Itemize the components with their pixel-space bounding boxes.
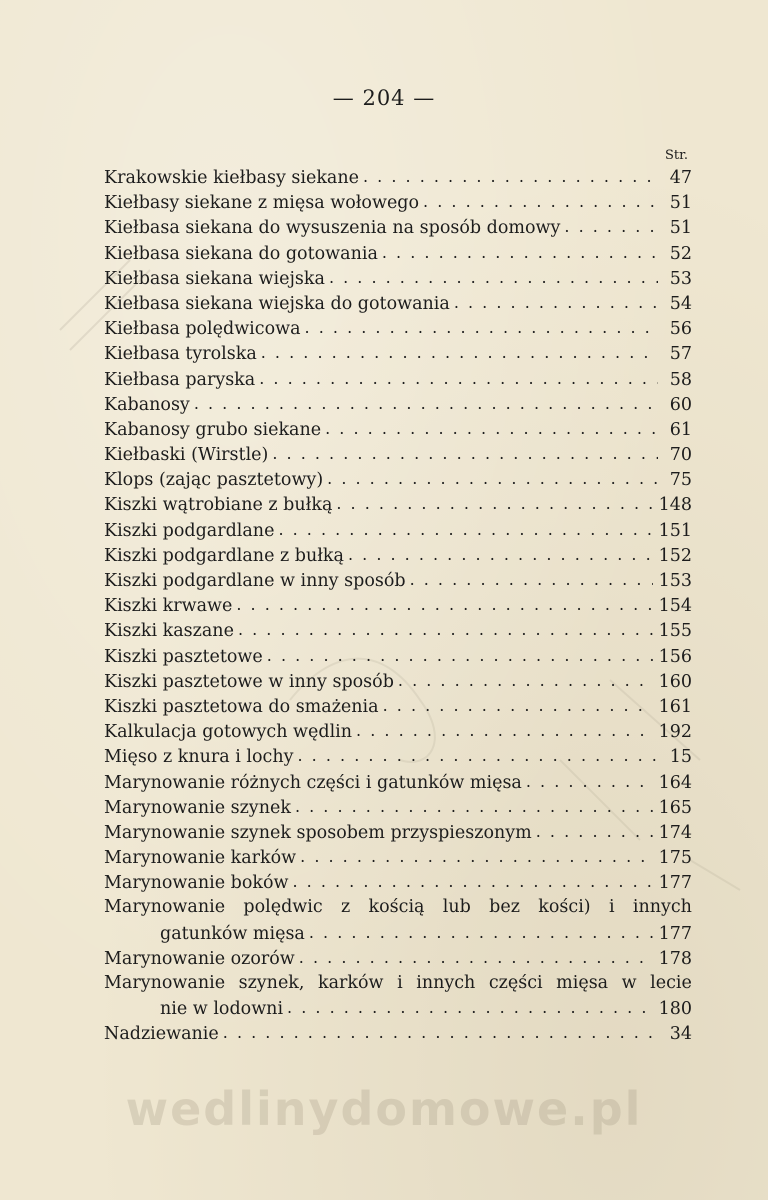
toc-entry bbox=[104, 795, 692, 820]
toc-word: innych bbox=[416, 973, 476, 993]
toc-word: kości) bbox=[538, 897, 591, 918]
toc-entry-title: Kiszki pasztetowa do smażenia bbox=[104, 696, 379, 717]
toc-entry bbox=[104, 341, 692, 366]
toc-entry bbox=[104, 291, 692, 316]
toc-leader-dots bbox=[298, 743, 659, 768]
toc-leader-dots bbox=[363, 164, 658, 189]
toc-leader-dots bbox=[382, 240, 658, 265]
toc-word: lecie bbox=[650, 973, 692, 993]
toc-leader-dots bbox=[325, 416, 658, 441]
toc-word: szynek, bbox=[238, 973, 305, 993]
toc-leader-dots bbox=[259, 366, 658, 391]
toc-entry-title: Kiełbasa paryska bbox=[104, 369, 256, 390]
toc-entry-page: 174 bbox=[658, 822, 692, 843]
toc-entry-page: 51 bbox=[669, 193, 692, 214]
toc-entry-title: Kiszki krwawe bbox=[104, 596, 233, 617]
toc-entry bbox=[104, 870, 692, 895]
toc-leader-dots bbox=[564, 214, 658, 239]
toc-entry-page: 192 bbox=[658, 722, 692, 743]
toc-word: i bbox=[397, 973, 403, 993]
toc-entry bbox=[104, 593, 692, 618]
toc-leader-dots bbox=[348, 542, 653, 567]
toc-leader-dots bbox=[398, 668, 653, 693]
toc-entry bbox=[104, 543, 692, 568]
toc-entry bbox=[104, 367, 692, 392]
toc-entry-page: 180 bbox=[658, 999, 692, 1020]
toc-entry-page: 58 bbox=[669, 369, 692, 390]
toc-entry bbox=[104, 669, 692, 694]
toc-leader-dots bbox=[261, 340, 658, 365]
toc-leader-dots bbox=[329, 265, 658, 290]
toc-leader-dots bbox=[236, 592, 652, 617]
toc-entry bbox=[104, 241, 692, 266]
toc-entry bbox=[104, 568, 692, 593]
toc-entry-page: 61 bbox=[669, 419, 692, 440]
toc-entry-page: 156 bbox=[658, 646, 692, 667]
toc-entry bbox=[104, 946, 692, 971]
toc-leader-dots bbox=[423, 189, 658, 214]
page-number: — 204 — bbox=[332, 86, 436, 110]
toc-entry-title: Kiszki kaszane bbox=[104, 621, 234, 642]
toc-entry bbox=[104, 417, 692, 442]
toc-entry bbox=[104, 467, 692, 492]
toc-word: i bbox=[608, 897, 615, 918]
toc-leader-dots bbox=[309, 920, 653, 945]
toc-entry-title: Kiełbasa tyrolska bbox=[104, 344, 257, 365]
toc-entry-title: Kiszki podgardlane w inny sposób bbox=[104, 571, 406, 591]
toc-entry-page: 70 bbox=[669, 445, 692, 466]
toc-leader-dots bbox=[287, 995, 653, 1020]
toc-entry-title: Marynowanie boków bbox=[104, 873, 289, 894]
toc-entry-page: 52 bbox=[669, 243, 692, 264]
toc-entry-title: Krakowskie kiełbasy siekane bbox=[104, 168, 359, 188]
table-of-contents bbox=[104, 165, 692, 1047]
watermark: wedlinydomowe.pl bbox=[125, 1082, 643, 1136]
toc-entry-page: 164 bbox=[658, 772, 692, 793]
toc-entry-page: 34 bbox=[669, 1024, 692, 1045]
toc-entry bbox=[104, 770, 692, 795]
toc-entry bbox=[104, 215, 692, 240]
toc-entry-title: Kalkulacja gotowych wędlin bbox=[104, 722, 353, 743]
toc-entry bbox=[104, 266, 692, 291]
toc-word: Marynowanie bbox=[104, 973, 226, 993]
toc-entry-page: 60 bbox=[669, 394, 692, 415]
toc-word: lub bbox=[442, 897, 471, 918]
toc-word: bez bbox=[489, 897, 520, 918]
toc-entry-title: Kiszki pasztetowe w inny sposób bbox=[104, 671, 394, 692]
toc-entry-page: 151 bbox=[658, 520, 692, 541]
toc-leader-dots bbox=[336, 491, 652, 516]
toc-entry-page: 161 bbox=[658, 696, 692, 717]
toc-leader-dots bbox=[292, 869, 652, 894]
toc-entry-page: 178 bbox=[658, 948, 692, 969]
toc-entry bbox=[104, 921, 692, 946]
toc-entry-title: Marynowanie szynek bbox=[104, 797, 291, 818]
toc-entry-page: 154 bbox=[658, 596, 692, 617]
toc-entry-title: Kiełbasa siekana wiejska do gotowania bbox=[104, 293, 450, 314]
toc-entry bbox=[104, 845, 692, 870]
toc-entry bbox=[104, 392, 692, 417]
toc-entry-page: 165 bbox=[658, 797, 692, 818]
toc-entry bbox=[104, 744, 692, 769]
toc-entry-title: Marynowanie różnych części i gatunków mięsa bbox=[104, 772, 522, 793]
toc-entry bbox=[104, 820, 692, 845]
toc-leader-dots bbox=[238, 617, 653, 642]
toc-entry-title: gatunków mięsa bbox=[160, 923, 305, 944]
toc-entry-page: 57 bbox=[669, 344, 692, 365]
toc-entry bbox=[104, 1021, 692, 1046]
toc-word: z bbox=[340, 897, 351, 918]
toc-entries bbox=[104, 165, 692, 895]
toc-entry-title: Kiszki pasztetowe bbox=[104, 646, 263, 667]
toc-word: Marynowanie bbox=[104, 897, 226, 918]
toc-entry-title: Kiełbasy siekane z mięsa wołowego bbox=[104, 193, 420, 214]
toc-entry-page: 153 bbox=[658, 571, 692, 591]
toc-entry-title: Kiszki podgardlane bbox=[104, 520, 275, 541]
toc-leader-dots bbox=[305, 315, 658, 340]
toc-entry-page: 47 bbox=[669, 168, 692, 188]
toc-entry-page: 177 bbox=[658, 923, 692, 944]
toc-entry-title: Kiełbasa polędwicowa bbox=[104, 319, 301, 340]
toc-entry-page: 155 bbox=[658, 621, 692, 642]
toc-leader-dots bbox=[300, 844, 652, 869]
toc-word: polędwic bbox=[243, 897, 323, 918]
toc-entry bbox=[104, 190, 692, 215]
toc-entry-title: Kiełbaski (Wirstle) bbox=[104, 445, 269, 466]
toc-entry bbox=[104, 996, 692, 1021]
toc-entry-title: Klops (zając pasztetowy) bbox=[104, 470, 324, 491]
toc-leader-dots bbox=[526, 769, 653, 794]
toc-entry bbox=[104, 518, 692, 543]
toc-entry-page: 177 bbox=[658, 873, 692, 894]
toc-entry-title: Kiszki podgardlane z bułką bbox=[104, 545, 344, 566]
toc-leader-dots bbox=[295, 794, 653, 819]
toc-entry-title: Mięso z knura i lochy bbox=[104, 747, 294, 768]
toc-entry-page: 53 bbox=[669, 268, 692, 289]
toc-leader-dots bbox=[536, 819, 653, 844]
toc-wrapped-line bbox=[104, 971, 692, 996]
toc-entry-title: nie w lodowni bbox=[160, 999, 284, 1020]
toc-leader-dots bbox=[327, 466, 658, 491]
toc-leader-dots bbox=[272, 441, 658, 466]
toc-leader-dots bbox=[454, 290, 658, 315]
toc-leader-dots bbox=[267, 643, 653, 668]
toc-entry-title: Marynowanie szynek sposobem przyspieszonym bbox=[104, 822, 532, 843]
toc-entry-page: 148 bbox=[658, 495, 692, 516]
toc-entry-title: Marynowanie ozorów bbox=[104, 948, 295, 969]
toc-leader-dots bbox=[383, 693, 653, 718]
toc-word: części bbox=[488, 973, 543, 993]
toc-word: mięsa bbox=[556, 973, 609, 993]
toc-entry-page: 51 bbox=[669, 218, 692, 239]
toc-leader-dots bbox=[278, 517, 652, 542]
toc-word: innych bbox=[632, 897, 692, 918]
toc-entry bbox=[104, 618, 692, 643]
toc-entry-page: 54 bbox=[669, 293, 692, 314]
toc-leader-dots bbox=[299, 945, 653, 970]
toc-entry-page: 75 bbox=[669, 470, 692, 491]
toc-entry-title: Nadziewanie bbox=[104, 1024, 219, 1045]
toc-entry bbox=[104, 694, 692, 719]
toc-entry-page: 15 bbox=[669, 747, 692, 768]
toc-wrapped-line bbox=[104, 895, 692, 920]
toc-entry bbox=[104, 442, 692, 467]
toc-entry-title: Kiełbasa siekana wiejska bbox=[104, 268, 325, 289]
toc-word: kością bbox=[368, 897, 425, 918]
toc-leader-dots bbox=[223, 1020, 658, 1045]
page-column-label: Str. bbox=[665, 148, 689, 163]
toc-leader-dots bbox=[410, 567, 653, 592]
toc-entry bbox=[104, 644, 692, 669]
toc-entry-page: 160 bbox=[658, 671, 692, 692]
toc-entry-title: Kabanosy bbox=[104, 394, 190, 415]
toc-entry-page: 56 bbox=[669, 319, 692, 340]
toc-leader-dots bbox=[356, 718, 653, 743]
toc-entry-page: 152 bbox=[658, 545, 692, 566]
toc-entry-title: Kabanosy grubo siekane bbox=[104, 419, 322, 440]
toc-word: karków bbox=[318, 973, 384, 993]
toc-entry bbox=[104, 316, 692, 341]
toc-entry-title: Kiełbasa siekana do wysuszenia na sposób domowy bbox=[104, 218, 561, 239]
toc-entry bbox=[104, 492, 692, 517]
toc-entry-title: Kiełbasa siekana do gotowania bbox=[104, 243, 378, 264]
toc-entry-page: 175 bbox=[658, 848, 692, 869]
toc-entry-title: Marynowanie karków bbox=[104, 848, 297, 869]
toc-leader-dots bbox=[194, 391, 658, 416]
toc-entry bbox=[104, 719, 692, 744]
toc-word: w bbox=[621, 973, 637, 993]
toc-entry-title: Kiszki wątrobiane z bułką bbox=[104, 495, 333, 516]
toc-entry bbox=[104, 165, 692, 190]
